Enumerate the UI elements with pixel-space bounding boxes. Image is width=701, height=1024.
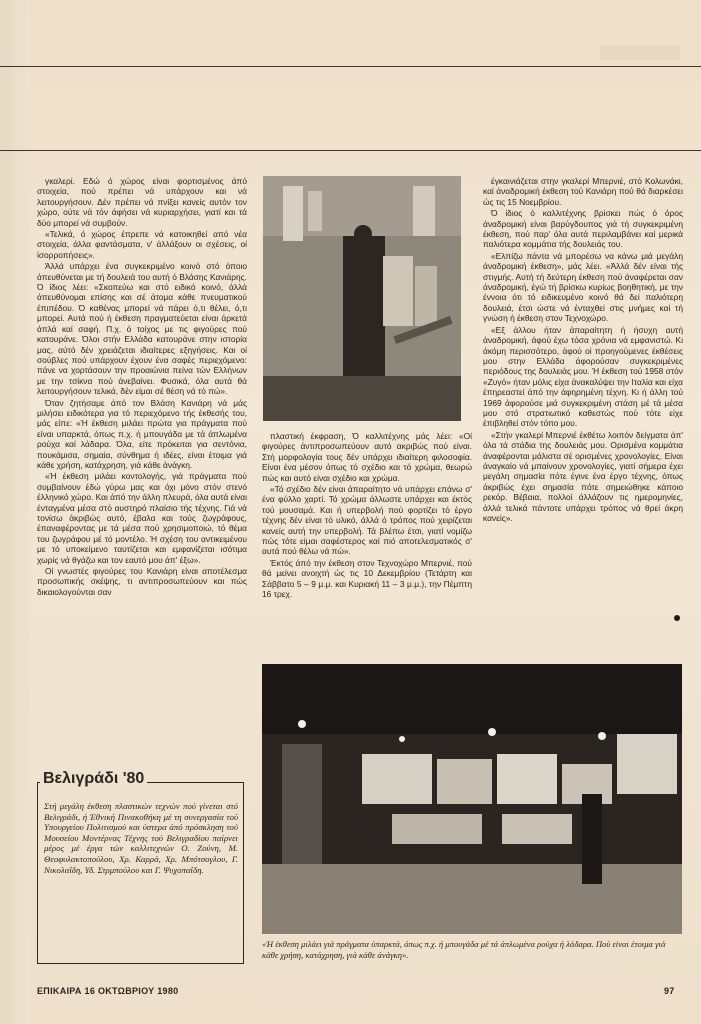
paragraph: Έκτός άπό την έκθεση στον Τεχνοχώρο Μπερνιέ, πού θά μείνει ανοιχτή ώς τις 10 Δεκεμβρίου (Τετάρτη και Σάββατο 5 – 9 μ.μ. και Κυριακή 11 – 3 μ.μ.), την Πέμπτη 16 τρεχ. — [262, 557, 472, 600]
page-number: 97 — [664, 986, 675, 996]
paragraph: Οί γνωστές φιγούρες του Κανιάρη είναι αποτέλεσμα προσωπικής σκέψης, τι αντιπροσωπεύουν και πώς δικαιολογούνται σαν — [37, 566, 247, 597]
article-column-2 — [262, 431, 472, 659]
torn-edge — [0, 0, 30, 1024]
photo-figures-and-laundry — [263, 176, 461, 421]
photo-figures-illustration — [263, 176, 461, 421]
paragraph: Άλλά υπάρχει ένα συγκεκριμένο κοινό στό όποιο άπευθύνεται με τή δουλειά του αυτή ό Βλάσης Κανιάρης. Ό ίδιος λέει: «Σκοπεύω και στό ειδικό κοινό, άλλά άπευθύνομαι επίσης και σέ άτομα κάθε πνευματικού έπιπέδου. Ό καθένας μπορεί νά πάρει ό,τι θέλει, ό,τι μπορεί. Αυτά πού ή έκθεση πραγματεύεται είναι άρκετά άπλά καί σαφή. Π.χ. ό τοίχος με τις φιγούρες πού κατουράνε. Όλοι στήν Ελλάδα κατουράνε στην ιστορία μας, αύτό δέν χρειάζεται ιδιαίτερες εξηγήσεις. Και οί σούβλες πού υπάρχουν έχουν ένα σαφές περιεχόμενο: πάνε να χορτάσουν την προαιώνια πείνα τών Ελλήνων με την τσίκνα πού άνεβαίνει. Φυσικά, όλα αυτά θά λειτουργήσουν τελικά, δέν είμαι σέ θέση νά τό πώ». — [37, 261, 247, 397]
article-column-1 — [37, 176, 247, 776]
photo-caption: «Ή έκθεση μιλάει γιά πράγματα ύπαρκτά, όπως π.χ. ή μπουγάδα μέ τά άπλωμένα ρούχα ή λάδαρα. Πού είναι έτοιμα γιά κάθε χρήση, κατάχρηση, γιά κάθε άνάγκη». — [262, 939, 666, 960]
faded-header-mark — [600, 46, 680, 60]
paragraph: «Ελπίζω πάντα νά μπορέσω να κάνω μιά μεγάλη άναδρομική έκθεση», μάς λέει. «Άλλά δέν είναι τής στιγμής. Αυτή τή δεύτερη έκθεση πού άναφέρεται σαν άναδρομική, έγώ τή βρίσκω κυρίως βοηθητική, με την έννοια ότι τό ειδικευμένο κοινό θά δεί παλιότερη δουλειά, έτσι ώστε νά ένταχθεί στις μνήμες καί τή γνώση ή έκθεση στον Τεχνοχώρο. — [483, 250, 683, 324]
paragraph: Ό ίδιος ό καλλιτέχνης βρίσκει πώς ό όρος άναδρομική είναι βαρύγδουπος γιά τή συγκεκριμένη έκθεση, πού παρ' όλα αυτά περιλαμβάνει καί μερικά παλιότερα κομμάτια τής δουλειάς του. — [483, 208, 683, 250]
paragraph: έγκαινιάζεται στην γκαλερί Μπερνιέ, στό Κολωνάκι, καί άναδρομική έκθεση τού Κανιάρη πού θά διαρκέσει ώς τις 15 Νοεμβρίου. — [483, 176, 683, 207]
paragraph: «Τό σχέδιο δέν είναι άπαραίτητο νά υπάρχει επάνω σ' ένα φύλλο χαρτί. Τό χρώμα άλλωστε υπάρχει και έκτός τού μουσαμά. Και ή υπερβολή πού φορτίζει τό έργο τέχνης δέν είναι τό υλικό, άλλά ό τρόπος πού χειρίζεται κανείς αυτή την υπερβολή. Τά βλέπω έτσι, γιατί νομίζω πώς τότε είμαι σαφέστερος καί πιό αποτελεσματικός σ' αυτά πού θέλω νά πώ». — [262, 484, 472, 557]
paragraph: γκαλερί. Εδώ ό χώρος είναι φορτισμένος άπό στοιχεία, πού πρέπει νά υπάρχουν και νά λειτουργήσουν. Δέν πρέπει νά πνίξει κανείς αυτόν τον χώρο, ούτε νά τόν άφήσει νά κυριαρχήσει, γιατί και τά δύο μπορεί νά συμβούν. — [37, 176, 247, 228]
footer-issue: ΕΠΙΚΑΙΡΑ 16 ΟΚΤΩΒΡΙΟΥ 1980 — [37, 986, 179, 996]
paragraph: Όταν ζητήσαμε άπό τον Βλάση Κανιάρη νά μάς μιλήσει ειδικότερα για τό περιεχόμενο τής έκθεσής του, μάς είπε: «Ή έκθεση μιλάει πρώτα για πράγματα πού είναι υπαρκτά, όπως π.χ. ή μπουγάδα με τά άπλωμένα ρούχα καί λάδαρα. Όλα, είτε πρόκειται για σεντόνια, πουκάμισα, σημαία, σύνθημα ή ιδέες, είναι έτοιμα γιά κάθε χρήση, κατάχρηση, γιά κάθε άνάγκη. — [37, 397, 247, 470]
paragraph: «Ή έκθεση μιλάει κοντολογής, γιά πράγματα πού συμβαίνουν έδώ γύρω μας και όχι μόνο στόν στενό έλληνικό χώρο. Και άπό την άλλη πλευρά, όλα αυτά είναι ένταγμένα μέσα στό αυστηρό πλαίσιο τής τέχνης. Γιά νά τονίσω άκριβώς αυτό, έβαλα και τούς ζωγράφους, έπαναφέροντας με τά μέσα πού χρησιμοποιώ, τό θέμα του ζωγράφου μέ τό μοντέλο. Ή σχέση του αντικειμένου με τό υποκείμενο ταυτίζεται και εμφανίζεται ισότιμα χωρίς νά θγάζω και τον εαυτό μου άπ' έξω». — [37, 471, 247, 565]
paragraph: «Εξ άλλου ήταν άπαραίτητη ή ήσυχη αυτή άναδρομική, άφού έχω τόσα χρόνια νά εμφανιστώ. Κι άκόμη περισσότερο, άφού οί προηγούμενες έκθέσεις μου στην Ελλάδα άφορούσαν συγκεκριμένες περιόδους της δουλειάς μου. Ή έκθεση τού 1958 στόν «Ζυγό» ήταν μόλις είχα άνακαλύψει την Ιταλία και είχα έπηρεαστεί άπό την άφηρημένη τέχνη. Κι ή άλλη τού 1969 άφορούσε μιά συγκεκριμένη στάση μέ τά μέσα μου στό στρατιωτικό καθεστώς πού τότε είχε έπιβληθεί στόν τόπο μου. — [483, 324, 683, 429]
article-column-3 — [483, 176, 683, 644]
photo-exhibition-hall — [262, 664, 682, 934]
sidebar-body: Στή μεγάλη έκθεση πλαστικών τεχνών πού γίνεται στό Βελιγράδι, ή Έθνική Πινακοθήκη μέ τη συνεργασία τού Υπουργείου Πολιτισμού και ύστερα άπό πρόσκληση τού Μουσείου Μοντέρνας Τέχνης τού Βελιγραδίου παίρνει μέρος μέ έργα τών καλλιτεχνών Ο. Ζούνη, Μ. Θεοφυλακτοπούλου, Χρ. Καρρά, Χρ. Μπότσογλου, Γ. Νικολαΐδη, Υδ. Στρμπούλου και Γ. Ψυχοπαΐδη. — [44, 801, 238, 875]
header-rule — [0, 150, 701, 151]
paragraph: «Τελικά, ό χώρος έπρεπε νά κατοικηθεί από νέα στοιχεία, άλλα φαντάσματα, ν' άλλάξουν οι σχέσεις, οί ίσορροπήσεις». — [37, 229, 247, 260]
top-rule — [0, 66, 701, 67]
paragraph: «Στήν γκαλερί Μπερνιέ έκθέτω λοιπόν δείγματα άπ' όλα τά στάδια της δουλειάς μου. Ορισμένα κομμάτια άναφέρονται μάλιστα σέ ορισμένες χρονολογίες. Είναι άναγκαίο νά μπαίνουν χρονολογίες, γιατί σήμερα έχει μεγάλη σημασία πότε έγινε ένα έργο τέχνης, όπως άκριβώς έχει σημασία πότε σημειώθηκε κάποιο ρεκόρ. Βέβαια, πολλοί άλλάζουν τις ημερομηνίες, άλλά τελικά πάντοτε υπάρχει τρόπος νά θρεί άκρη κανείς». — [483, 429, 683, 523]
photo-hall-illustration — [262, 664, 682, 934]
end-mark — [674, 615, 680, 621]
sidebar-title: Βελιγράδι '80 — [40, 770, 147, 788]
paragraph: πλαστική έκφραση, Ό καλλιτέχνης μάς λέει: «Οί φιγούρες άντιπροσωπεύουν αυτό ακριβώς πού είναι. Στή μορφολογία τους δέν υπάρχει ιδιαίτερη φιλοσοφία. Είναι ένα μέσον όπως τό σχέδιο και τό χρώμα, θεωρώ πώς και αυτό είναι σχέδιο και χρώμα. — [262, 431, 472, 483]
